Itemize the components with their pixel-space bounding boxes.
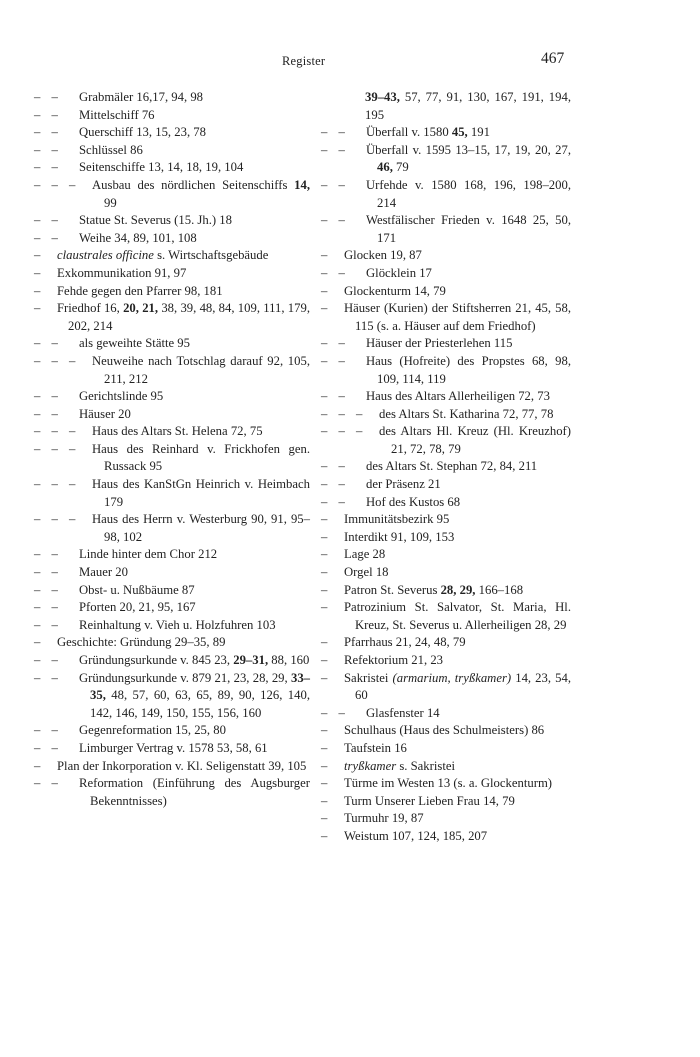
latin-term-italic: tryßkamer [344, 758, 397, 773]
entry-segment: Immunitätsbezirk 95 [344, 512, 450, 527]
index-entry [34, 775, 310, 810]
entry-segment: Patron St. Severus [344, 582, 441, 597]
entry-text [344, 793, 571, 811]
entry-segment: Glocken 19, 87 [344, 248, 422, 263]
entry-level-dashes: – [321, 301, 332, 316]
entry-text [344, 582, 571, 600]
entry-segment: Urfehde v. 1580 168, 196, 198–200, 214 [366, 177, 571, 210]
entry-text [366, 388, 571, 406]
page-ref-bold: 45, [451, 125, 468, 140]
page-number: 467 [541, 50, 565, 67]
entry-segment: Glasfenster 14 [366, 705, 440, 720]
entry-segment: Turm Unserer Lieben Frau 14, 79 [344, 793, 515, 808]
entry-level-dashes: – – – [34, 353, 80, 368]
entry-text [366, 353, 571, 388]
index-entry [34, 582, 310, 600]
entry-text [366, 458, 571, 476]
entry-level-dashes: – – [321, 705, 349, 720]
entry-level-dashes: – – [321, 353, 349, 368]
entry-level-dashes: – [321, 828, 332, 843]
entry-level-dashes: – – [321, 213, 349, 228]
entry-level-dashes: – – [321, 494, 349, 509]
entry-segment: Überfall v. 1580 [366, 125, 452, 140]
entry-segment: Pforten 20, 21, 95, 167 [79, 600, 196, 615]
entry-segment: Glockenturm 14, 79 [344, 283, 446, 298]
index-entry [34, 546, 310, 564]
index-entry [321, 564, 571, 582]
entry-text [344, 740, 571, 758]
index-entry [321, 212, 571, 247]
latin-term-italic: (armarium, tryßkamer) [392, 670, 512, 685]
index-entry [34, 441, 310, 476]
index-entry [321, 247, 571, 265]
index-entry [321, 740, 571, 758]
entry-text [344, 652, 571, 670]
entry-segment: Interdikt 91, 109, 153 [344, 529, 455, 544]
entry-text [344, 564, 571, 582]
entry-text [79, 546, 310, 564]
entry-level-dashes: – – – [321, 424, 367, 439]
index-entry [34, 634, 310, 652]
entry-text [79, 212, 310, 230]
entry-segment: Weihe 34, 89, 101, 108 [79, 230, 197, 245]
entry-level-dashes: – – [34, 600, 62, 615]
entry-text [366, 142, 571, 177]
entry-segment: Reinhaltung v. Vieh u. Holzfuhren 103 [79, 617, 276, 632]
index-entry [34, 142, 310, 160]
index-entry [321, 828, 571, 846]
entry-segment: Friedhof 16, [57, 301, 124, 316]
entry-text [79, 230, 310, 248]
entry-level-dashes: – – [34, 617, 62, 632]
entry-segment: Haus des Herrn v. Westerburg 90, 91, 95–98, 102 [92, 512, 310, 544]
entry-text [92, 353, 310, 388]
entry-segment: Limburger Vertrag v. 1578 53, 58, 61 [79, 740, 268, 755]
entry-segment: Grabmäler 16,17, 94, 98 [79, 90, 204, 104]
entry-segment: des Altars St. Stephan 72, 84, 211 [366, 459, 538, 474]
index-entry [34, 353, 310, 388]
latin-term-italic: claustrales officine [57, 248, 154, 263]
index-entry [321, 599, 571, 634]
entry-text [57, 265, 310, 283]
entry-level-dashes: – [321, 512, 332, 527]
entry-segment: Ausbau des nördlichen Seitenschiffs [92, 177, 295, 192]
index-entry [34, 758, 310, 776]
index-entry [34, 265, 310, 283]
entry-segment: Turmuhr 19, 87 [344, 811, 424, 826]
entry-level-dashes: – [321, 670, 332, 685]
entry-segment: 88, 160 [268, 653, 310, 667]
entry-level-dashes: – – [34, 582, 62, 597]
index-entry [321, 494, 571, 512]
entry-segment: Türme im Westen 13 (s. a. Glockenturm) [344, 776, 553, 791]
entry-segment: des Altars St. Katharina 72, 77, 78 [379, 406, 554, 421]
entry-level-dashes: – – – [34, 477, 80, 492]
entry-level-dashes: – [34, 265, 45, 280]
entry-text [79, 564, 310, 582]
entry-segment: Seitenschiffe 13, 14, 18, 19, 104 [79, 160, 244, 175]
entry-text [344, 670, 571, 705]
index-entry [321, 476, 571, 494]
entry-segment: Orgel 18 [344, 565, 389, 580]
index-entry [34, 599, 310, 617]
entry-level-dashes: – – [34, 142, 62, 157]
index-entry [321, 793, 571, 811]
entry-text [366, 265, 571, 283]
entry-text [344, 529, 571, 547]
entry-level-dashes: – – [34, 230, 62, 245]
entry-level-dashes: – [321, 547, 332, 562]
entry-segment: 57, 77, 91, 130, 167, 191, 194, 195 [365, 90, 571, 122]
entry-segment: Überfall v. 1595 13–15, 17, 19, 20, 27, [366, 142, 571, 157]
entry-text [344, 722, 571, 740]
entry-text [379, 423, 571, 458]
index-entry [34, 89, 310, 107]
entry-segment: Pfarrhaus 21, 24, 48, 79 [344, 635, 466, 650]
entry-segment: Haus (Hofreite) des Propstes 68, 98, 109, 114, 119 [366, 353, 571, 386]
index-entry [321, 265, 571, 283]
entry-text [79, 107, 310, 125]
index-entry [321, 582, 571, 600]
index-entry [321, 546, 571, 564]
entry-level-dashes: – [34, 635, 45, 650]
index-entry [34, 564, 310, 582]
entry-text [79, 670, 310, 723]
index-entry [321, 353, 571, 388]
entry-level-dashes: – – [321, 265, 349, 280]
entry-segment: Haus des Reinhard v. Frickhofen gen. Russack 95 [92, 441, 310, 474]
entry-text [57, 758, 310, 776]
entry-text [92, 177, 310, 212]
entry-segment: Lage 28 [344, 547, 386, 562]
entry-segment: Taufstein 16 [344, 740, 407, 755]
entry-text [79, 775, 310, 810]
page-ref-bold: 39–43, [365, 90, 400, 104]
index-entry [321, 124, 571, 142]
index-column-right [321, 89, 571, 846]
entry-level-dashes: – – [34, 406, 62, 421]
entry-text [57, 634, 310, 652]
entry-level-dashes: – – – [34, 177, 80, 192]
entry-text [365, 89, 571, 124]
index-entry [34, 230, 310, 248]
index-entry [321, 670, 571, 705]
index-entry [321, 775, 571, 793]
entry-level-dashes: – [321, 600, 332, 615]
entry-text [57, 283, 310, 301]
entry-segment: Haus des Altars St. Helena 72, 75 [92, 424, 263, 439]
index-entry [34, 247, 310, 265]
index-entry [34, 124, 310, 142]
entry-level-dashes: – – [321, 125, 349, 140]
running-title: Register [282, 54, 326, 68]
entry-level-dashes: – [321, 635, 332, 650]
entry-segment: s. Sakristei [396, 758, 456, 773]
index-entry [321, 634, 571, 652]
entry-text [344, 283, 571, 301]
entry-segment: Linde hinter dem Chor 212 [79, 547, 218, 562]
entry-segment: Schulhaus (Haus des Schulmeisters) 86 [344, 723, 545, 738]
index-entry [321, 423, 571, 458]
entry-level-dashes: – [321, 811, 332, 826]
index-entry [34, 335, 310, 353]
entry-text [92, 441, 310, 476]
entry-level-dashes: – – [321, 142, 349, 157]
entry-segment: als geweihte Stätte 95 [79, 336, 190, 351]
index-entry [34, 423, 310, 441]
entry-segment: Patrozinium St. Salvator, St. Maria, Hl. Kreuz, St. Severus u. Allerheiligen 28, 29 [344, 600, 571, 632]
index-entry [34, 159, 310, 177]
index-entry [34, 617, 310, 635]
index-entry [321, 705, 571, 723]
entry-level-dashes: – – [321, 459, 349, 474]
entry-level-dashes: – – [34, 125, 62, 140]
entry-level-dashes: – [34, 758, 45, 773]
entry-text [79, 159, 310, 177]
index-entry [34, 107, 310, 125]
index-entry [34, 652, 310, 670]
index-entry [34, 283, 310, 301]
entry-segment: Haus des Altars Allerheiligen 72, 73 [366, 389, 550, 404]
index-entry [321, 283, 571, 301]
index-entry [34, 388, 310, 406]
entry-segment: Mittelschiff 76 [79, 107, 155, 122]
entry-text [344, 810, 571, 828]
entry-text [344, 300, 571, 335]
entry-text [79, 388, 310, 406]
entry-level-dashes: – – [321, 477, 349, 492]
page-ref-bold: 33–35, [90, 670, 310, 703]
entry-segment: Statue St. Severus (15. Jh.) 18 [79, 213, 232, 228]
entry-level-dashes: – – [34, 740, 62, 755]
index-entry [321, 810, 571, 828]
entry-text [79, 652, 310, 670]
entry-text [366, 177, 571, 212]
entry-text [79, 722, 310, 740]
entry-level-dashes: – – [34, 107, 62, 122]
entry-level-dashes: – – [34, 565, 62, 580]
entry-level-dashes: – – – [34, 424, 80, 439]
entry-level-dashes: – – [321, 389, 349, 404]
index-entry [34, 406, 310, 424]
page-ref-bold: 28, 29, [440, 582, 476, 597]
entry-segment: Weistum 107, 124, 185, 207 [344, 828, 488, 843]
entry-level-dashes: – [34, 248, 45, 263]
entry-level-dashes: – [34, 301, 45, 316]
entry-segment: Gründungsurkunde v. 879 21, 23, 28, 29, [79, 670, 291, 685]
entry-text [344, 828, 571, 846]
entry-segment: 191 [467, 125, 490, 140]
entry-text [366, 212, 571, 247]
index-entry [321, 388, 571, 406]
entry-segment: Mauer 20 [79, 565, 128, 580]
entry-segment: 48, 57, 60, 63, 65, 89, 90, 126, 140, 142, 146, 149, 150, 155, 156, 160 [90, 688, 310, 720]
entry-level-dashes: – – [34, 389, 62, 404]
entry-segment: Sakristei [344, 670, 393, 685]
entry-segment: 38, 39, 48, 84, 109, 111, 179, 202, 214 [68, 301, 310, 333]
entry-text [92, 511, 310, 546]
entry-segment: Exkommunikation 91, 97 [57, 265, 187, 280]
entry-text [79, 124, 310, 142]
index-entry [321, 722, 571, 740]
entry-segment: 166–168 [475, 582, 524, 597]
entry-text [344, 758, 571, 776]
index-entry [34, 670, 310, 723]
index-entry [321, 335, 571, 353]
entry-text [366, 476, 571, 494]
entry-segment: Geschichte: Gründung 29–35, 89 [57, 635, 226, 650]
index-entry [34, 300, 310, 335]
entry-text [57, 300, 310, 335]
entry-level-dashes: – [321, 793, 332, 808]
entry-segment: Fehde gegen den Pfarrer 98, 181 [57, 283, 223, 298]
page-ref-bold: 29–31, [233, 653, 269, 667]
entry-level-dashes: – [321, 565, 332, 580]
entry-level-dashes: – – [34, 547, 62, 562]
entry-segment: Hof des Kustos 68 [366, 494, 461, 509]
entry-segment: s. Wirtschaftsgebäude [153, 248, 269, 263]
entry-level-dashes: – – [34, 723, 62, 738]
entry-level-dashes: – [321, 776, 332, 791]
entry-segment: 99 [104, 195, 117, 210]
entry-text [92, 423, 310, 441]
index-entry [321, 458, 571, 476]
entry-text [379, 406, 571, 424]
index-entry [321, 142, 571, 177]
entry-text [344, 247, 571, 265]
entry-segment: Obst- u. Nußbäume 87 [79, 582, 195, 597]
index-entry [34, 722, 310, 740]
entry-segment: Gründungsurkunde v. 845 23, [79, 653, 234, 667]
entry-level-dashes: – – [34, 653, 62, 667]
entry-text [79, 142, 310, 160]
entry-level-dashes: – [321, 529, 332, 544]
entry-text [79, 335, 310, 353]
entry-text [92, 476, 310, 511]
entry-level-dashes: – – – [321, 406, 367, 421]
index-entry [321, 529, 571, 547]
entry-segment: Gerichtslinde 95 [79, 389, 164, 404]
entry-level-dashes: – – [34, 670, 62, 685]
page-ref-bold: 14, [294, 177, 310, 192]
index-entry [34, 511, 310, 546]
index-entry [34, 740, 310, 758]
entry-text [366, 124, 571, 142]
entry-segment: der Präsenz 21 [366, 477, 441, 492]
entry-segment: Querschiff 13, 15, 23, 78 [79, 125, 206, 140]
index-entry [321, 300, 571, 335]
index-entry [321, 652, 571, 670]
entry-segment: Häuser 20 [79, 406, 131, 421]
entry-segment: Häuser (Kurien) der Stiftsherren 21, 45, 58, 115 (s. a. Häuser auf dem Friedhof) [344, 301, 571, 333]
entry-level-dashes: – [321, 582, 332, 597]
entry-text [79, 582, 310, 600]
entry-level-dashes: – [321, 653, 332, 667]
entry-level-dashes: – – [34, 90, 62, 104]
entry-segment: Refektorium 21, 23 [344, 653, 444, 667]
index-entry [321, 758, 571, 776]
entry-level-dashes: – [321, 248, 332, 263]
index-column-left [34, 89, 310, 810]
entry-text [79, 740, 310, 758]
entry-level-dashes: – [321, 740, 332, 755]
entry-text [79, 617, 310, 635]
entry-text [344, 511, 571, 529]
entry-segment: Neuweihe nach Totschlag darauf 92, 105, 211, 212 [92, 353, 310, 386]
entry-level-dashes: – [321, 283, 332, 298]
entry-level-dashes: – – [34, 776, 62, 791]
entry-segment: Haus des KanStGn Heinrich v. Heimbach 179 [92, 477, 310, 509]
entry-text [344, 775, 571, 793]
entry-level-dashes: – – [34, 336, 62, 351]
entry-segment: 79 [392, 160, 409, 175]
entry-text [79, 89, 310, 107]
entry-segment: Reformation (Einführung des Augsburger Bekenntnisses) [79, 776, 310, 808]
entry-level-dashes: – – – [34, 512, 80, 527]
entry-level-dashes: – – [321, 177, 349, 192]
page-ref-bold: 46, [377, 160, 393, 175]
entry-level-dashes: – – [321, 336, 349, 351]
entry-text [344, 634, 571, 652]
entry-level-dashes: – – [34, 213, 62, 228]
entry-segment: Westfälischer Frieden v. 1648 25, 50, 171 [366, 213, 571, 245]
entry-text [344, 546, 571, 564]
entry-level-dashes: – [34, 283, 45, 298]
entry-segment: Schlüssel 86 [79, 142, 143, 157]
entry-segment: Plan der Inkorporation v. Kl. Seligenstatt 39, 105 [57, 758, 307, 773]
entry-text [57, 247, 310, 265]
index-entry [34, 476, 310, 511]
entry-text [79, 599, 310, 617]
entry-level-dashes: – [321, 758, 332, 773]
entry-level-dashes: – – – [34, 441, 80, 456]
entry-text [366, 494, 571, 512]
index-entry [321, 511, 571, 529]
entry-text [366, 335, 571, 353]
index-entry [34, 212, 310, 230]
entry-text [79, 406, 310, 424]
entry-segment: Häuser der Priesterlehen 115 [366, 336, 513, 351]
entry-level-dashes: – – [34, 160, 62, 175]
page-ref-bold: 20, 21, [123, 301, 159, 316]
entry-segment: 14, 23, 54, 60 [355, 670, 571, 703]
page-header [0, 50, 700, 80]
entry-segment: Glöcklein 17 [366, 265, 432, 280]
entry-text [344, 599, 571, 634]
entry-level-dashes: – [321, 723, 332, 738]
entry-segment: Gegenreformation 15, 25, 80 [79, 723, 226, 738]
index-entry [321, 406, 571, 424]
entry-text [366, 705, 571, 723]
index-entry [34, 177, 310, 212]
index-entry [321, 177, 571, 212]
entry-segment: des Altars Hl. Kreuz (Hl. Kreuzhof) 21, 72, 78, 79 [379, 424, 571, 456]
index-entry [321, 89, 571, 124]
